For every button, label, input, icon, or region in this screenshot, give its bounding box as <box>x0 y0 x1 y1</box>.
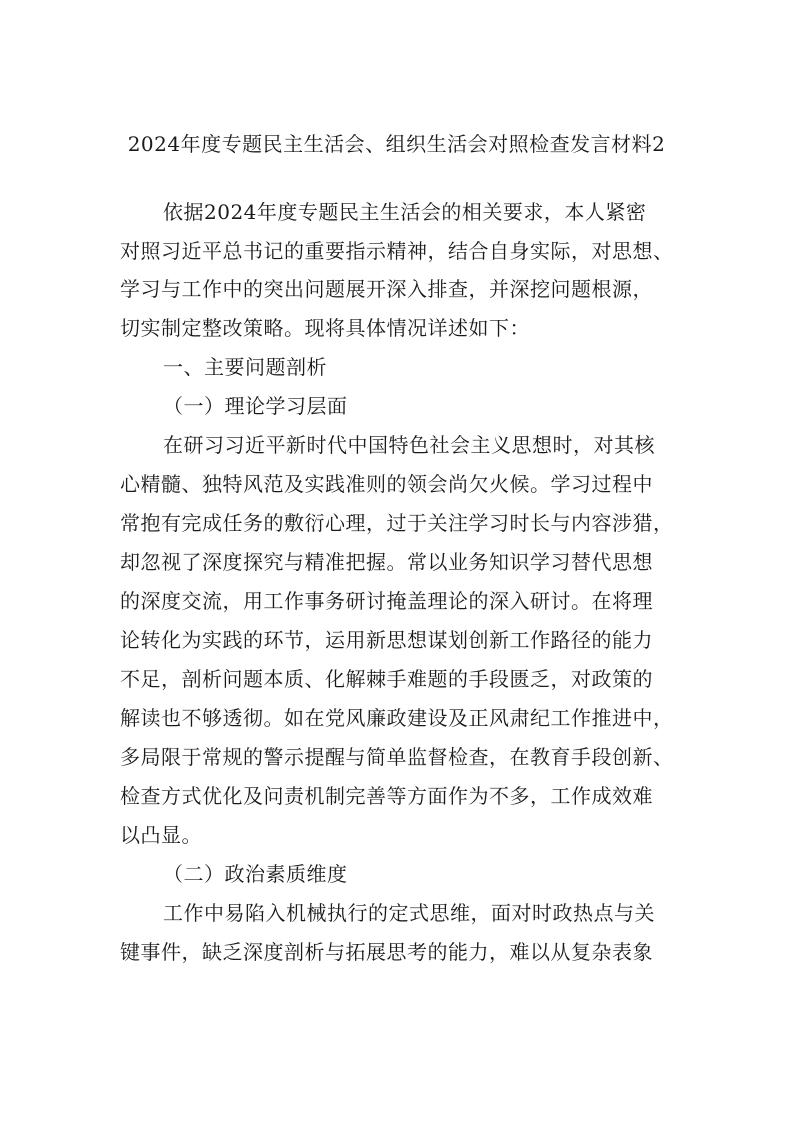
paragraph-line: 以凸显。 <box>120 823 202 847</box>
paragraph-line: 常抱有完成任务的敷衍心理，过于关注学习时长与内容涉猎， <box>120 511 674 535</box>
paragraph-line: 学习与工作中的突出问题展开深入排查，并深挖问题根源， <box>120 277 653 301</box>
paragraph-line: 切实制定整改策略。现将具体情况详述如下： <box>120 316 530 340</box>
paragraph-line: 依据2024年度专题民主生活会的相关要求，本人紧密 <box>163 200 647 224</box>
paragraph-line: 对照习近平总书记的重要指示精神，结合自身实际，对思想、 <box>120 239 674 263</box>
paragraph-line: 键事件，缺乏深度剖析与拓展思考的能力，难以从复杂表象 <box>120 940 653 964</box>
subsection-heading: （一）理论学习层面 <box>163 394 348 418</box>
paragraph-line: 在研习习近平新时代中国特色社会主义思想时，对其核 <box>163 433 655 457</box>
paragraph-line: 论转化为实践的环节，运用新思想谋划创新工作路径的能力 <box>120 628 653 652</box>
paragraph-line: 心精髓、独特风范及实践准则的领会尚欠火候。学习过程中 <box>120 472 653 496</box>
section-heading: 一、主要问题剖析 <box>163 355 327 379</box>
paragraph-line: 不足，剖析问题本质、化解棘手难题的手段匮乏，对政策的 <box>120 667 653 691</box>
paragraph-line: 检查方式优化及问责机制完善等方面作为不多，工作成效难 <box>120 784 653 808</box>
paragraph-line: 却忽视了深度探究与精准把握。常以业务知识学习替代思想 <box>120 550 653 574</box>
paragraph-line: 的深度交流，用工作事务研讨掩盖理论的深入研讨。在将理 <box>120 589 653 613</box>
paragraph-line: 工作中易陷入机械执行的定式思维，面对时政热点与关 <box>163 901 655 925</box>
paragraph-line: 解读也不够透彻。如在党风廉政建设及正风肃纪工作推进中， <box>120 706 674 730</box>
document-title: 2024年度专题民主生活会、组织生活会对照检查发言材料2 <box>127 132 666 156</box>
paragraph-line: 多局限于常规的警示提醒与简单监督检查，在教育手段创新、 <box>120 745 674 769</box>
subsection-heading: （二）政治素质维度 <box>163 862 348 886</box>
